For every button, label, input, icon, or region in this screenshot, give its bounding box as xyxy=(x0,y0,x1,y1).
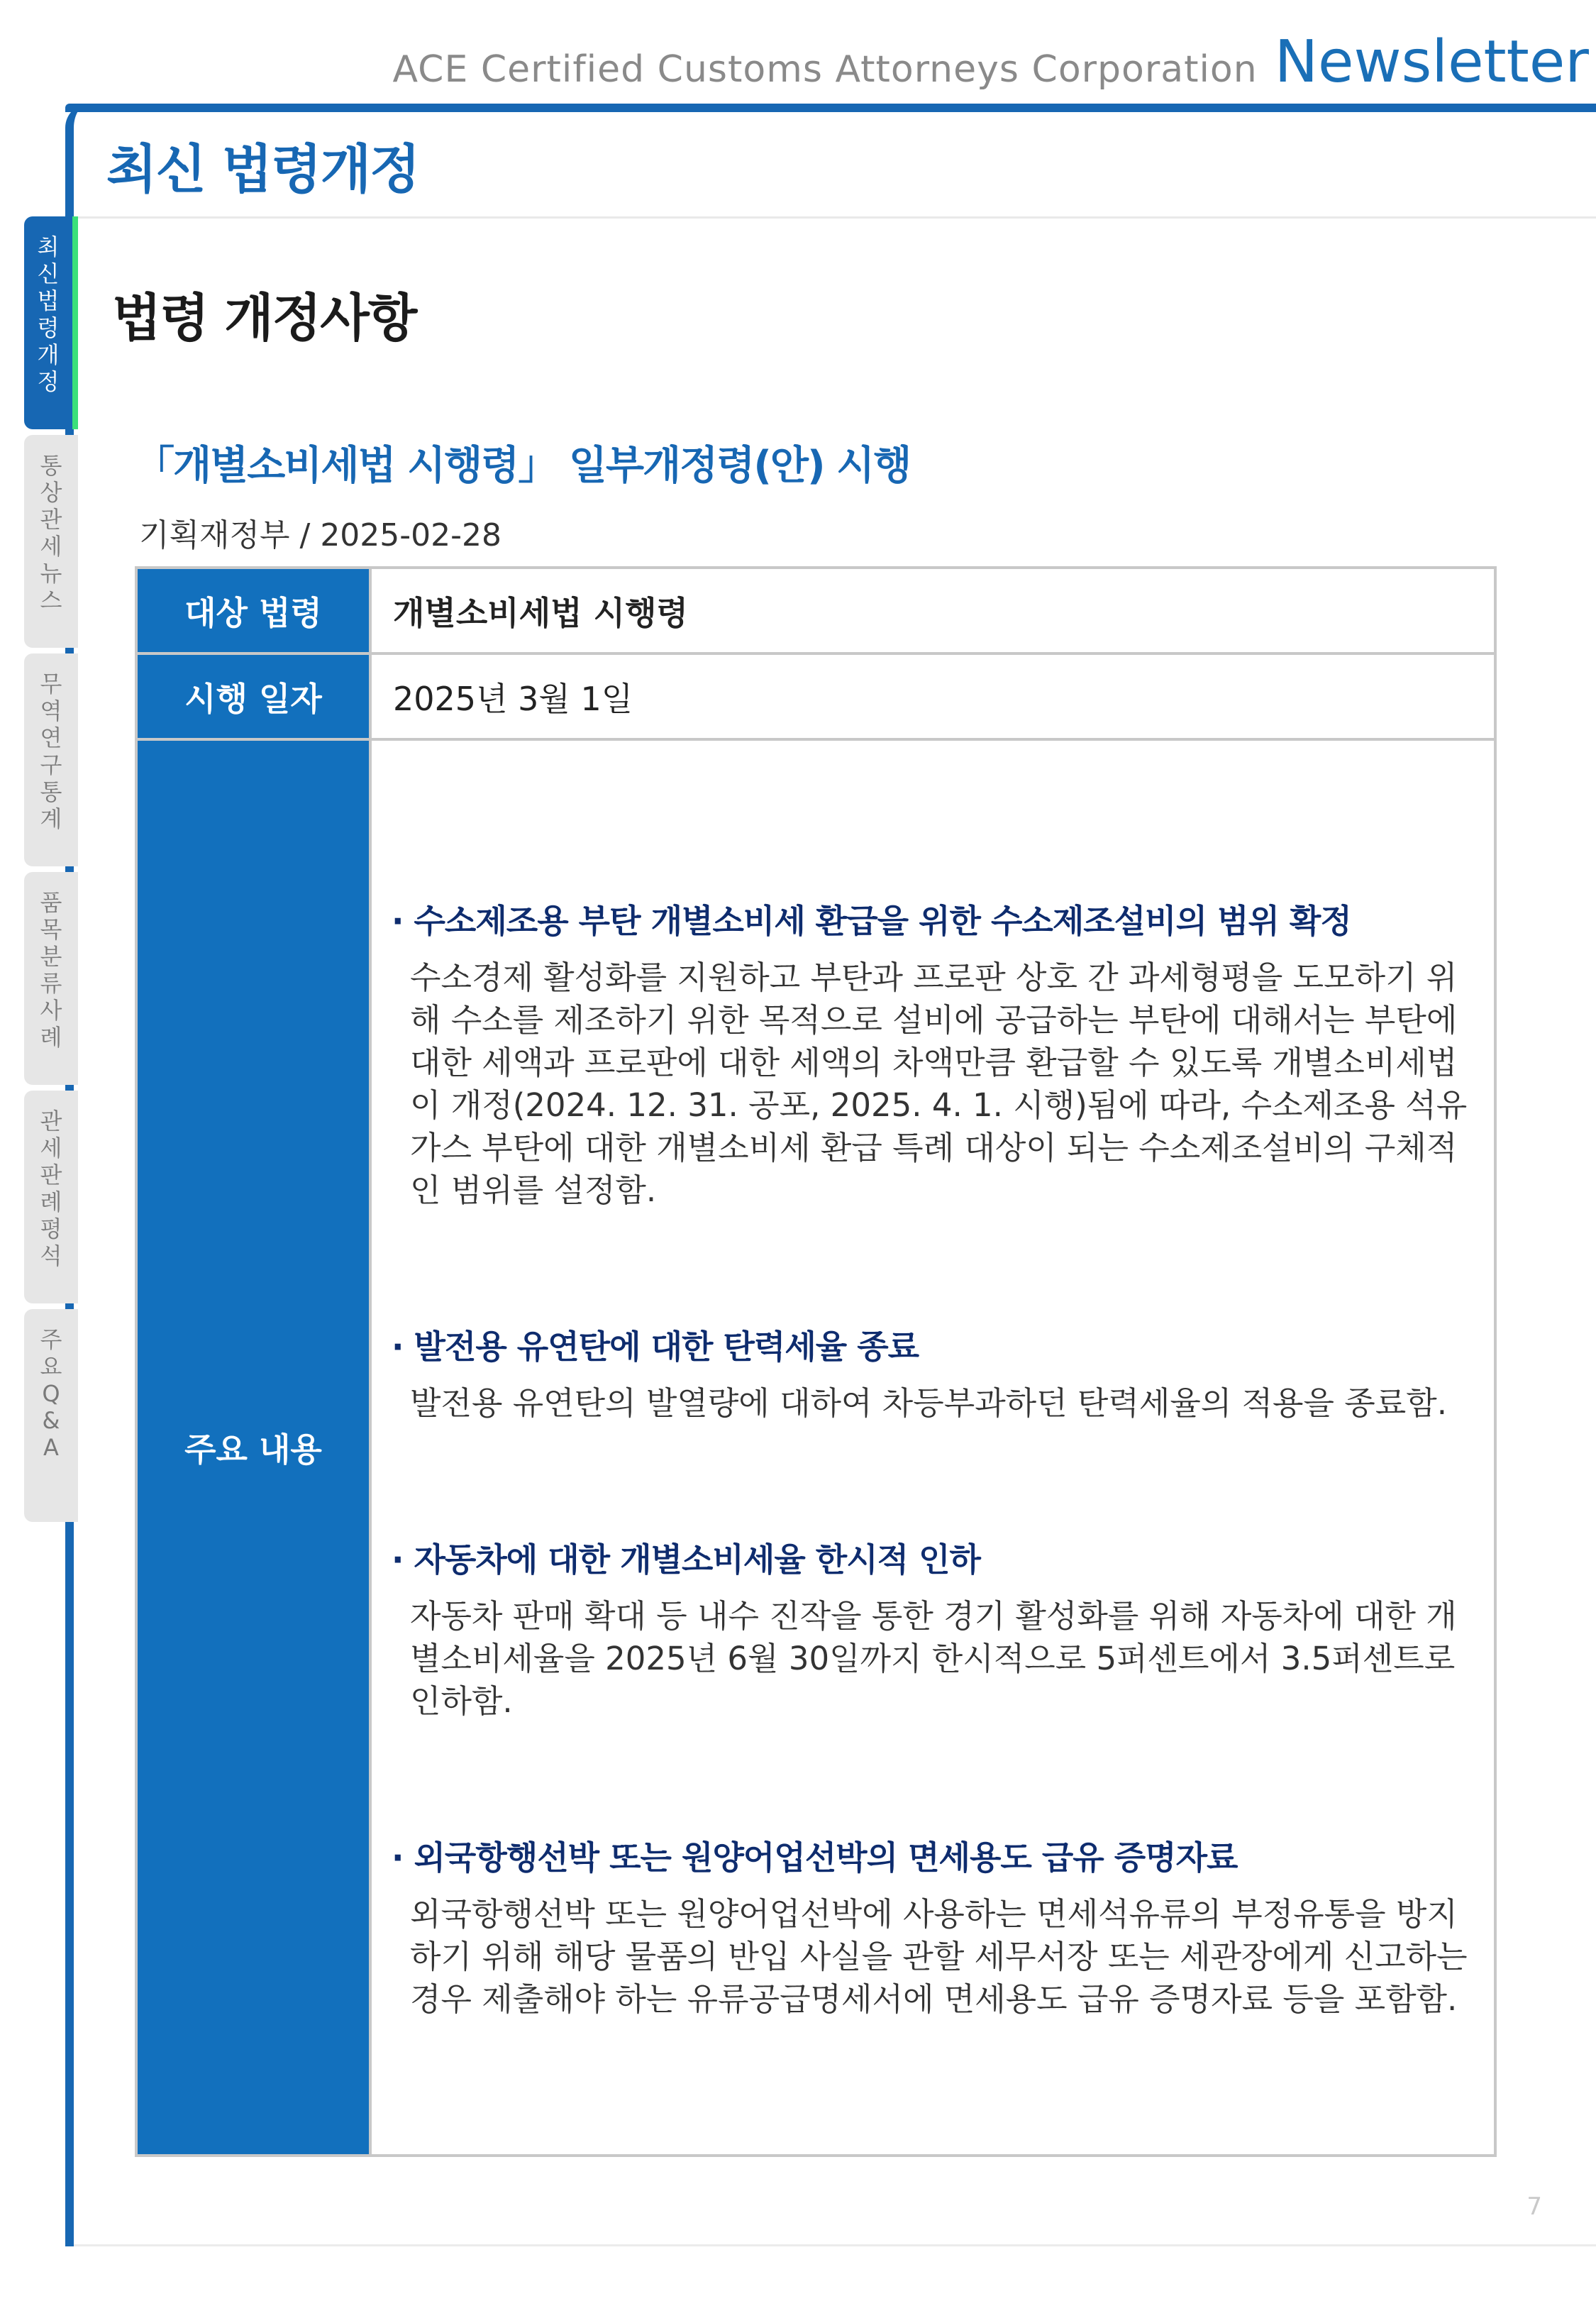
side-tab-latest-law[interactable] xyxy=(24,216,78,429)
item-title: · 외국항행선박 또는 원양어업선박의 면세용도 급유 증명자료 xyxy=(392,1838,1238,1877)
table-row xyxy=(136,653,1495,739)
side-tab-nav xyxy=(24,216,78,1528)
side-tab-label: 품목분류사례 xyxy=(40,889,62,1051)
side-tab-label: 최신법령개정 xyxy=(37,233,60,395)
main-content-label: 주요 내용 xyxy=(136,739,370,2156)
list-item xyxy=(392,1534,1477,1723)
effective-date-label: 시행 일자 xyxy=(136,653,370,739)
page-bottom-rule xyxy=(74,2244,1596,2246)
firm-name: ACE Certified Customs Attorneys Corporation xyxy=(392,48,1258,91)
law-info-table xyxy=(135,566,1497,2157)
effective-date-value: 2025년 3월 1일 xyxy=(370,653,1495,739)
side-tab-label: 통상관세뉴스 xyxy=(40,452,62,614)
item-body: 수소경제 활성화를 지원하고 부탄과 프로판 상호 간 과세형평을 도모하기 위해 수소를 제조하기 위한 목적으로 설비에 공급하는 부탄에 대해서는 부탄에 대한 세액과 프로판에 대한 세액의 차액만큼 환급할 수 있도록 개별소비세법이 개정(2024. 12. 31. 공포, 2025. 4. 1. 시행)됨에 따라, 수소제조용 석유가스 부탄에 대한 개별소비세 환급 특례 대상이 되는 수소제조설비의 구체적인 범위를 설정함. xyxy=(410,959,1468,1209)
item-title: · 수소제조용 부탄 개별소비세 환급을 위한 수소제조설비의 범위 확정 xyxy=(392,902,1351,940)
document-title: 「개별소비세법 시행령」 일부개정령(안) 시행 xyxy=(135,443,911,489)
title-divider xyxy=(74,216,1596,219)
item-body: 자동차 판매 확대 등 내수 진작을 통한 경기 활성화를 위해 자동차에 대한 개별소비세율을 2025년 6월 30일까지 한시적으로 5퍼센트에서 3.5퍼센트로 인하함. xyxy=(410,1597,1457,1720)
side-tab-qa[interactable] xyxy=(24,1309,78,1522)
list-item xyxy=(392,1832,1477,2021)
table-row xyxy=(136,568,1495,653)
table-row xyxy=(136,739,1495,2156)
item-title: · 발전용 유연탄에 대한 탄력세율 종료 xyxy=(392,1328,919,1366)
section-title: 최신 법령개정 xyxy=(106,139,419,200)
target-law-label: 대상 법령 xyxy=(136,568,370,653)
item-body: 외국항행선박 또는 원양어업선박에 사용하는 면세석유류의 부정유통을 방지하기 위해 해당 물품의 반입 사실을 관할 세무서장 또는 세관장에게 신고하는 경우 제출해야 하는 유류공급명세서에 면세용도 급유 증명자료 등을 포함함. xyxy=(410,1895,1468,2018)
newsletter-header xyxy=(392,28,1589,106)
side-tab-trade-news[interactable] xyxy=(24,435,78,648)
subheading: 법령 개정사항 xyxy=(112,288,416,348)
side-tab-label: 무역연구통계 xyxy=(40,671,62,832)
side-tab-classification-cases[interactable] xyxy=(24,872,78,1085)
side-tab-label: 주요Q&A xyxy=(40,1326,62,1461)
item-title: · 자동차에 대한 개별소비세율 한시적 인하 xyxy=(392,1540,980,1579)
header-rule xyxy=(65,104,1596,112)
target-law-value: 개별소비세법 시행령 xyxy=(370,568,1495,653)
list-item xyxy=(392,1321,1477,1425)
list-item xyxy=(392,895,1477,1212)
page-number: 7 xyxy=(1526,2192,1542,2221)
document-meta: 기획재정부 / 2025-02-28 xyxy=(139,517,502,553)
side-tab-label: 관세판례평석 xyxy=(40,1108,62,1269)
newsletter-label: Newsletter xyxy=(1274,28,1589,96)
side-tab-trade-research[interactable] xyxy=(24,653,78,866)
item-body: 발전용 유연탄의 발열량에 대하여 차등부과하던 탄력세율의 적용을 종료함. xyxy=(410,1384,1448,1422)
side-tab-customs-rulings[interactable] xyxy=(24,1091,78,1303)
main-content-cell xyxy=(370,739,1495,2156)
